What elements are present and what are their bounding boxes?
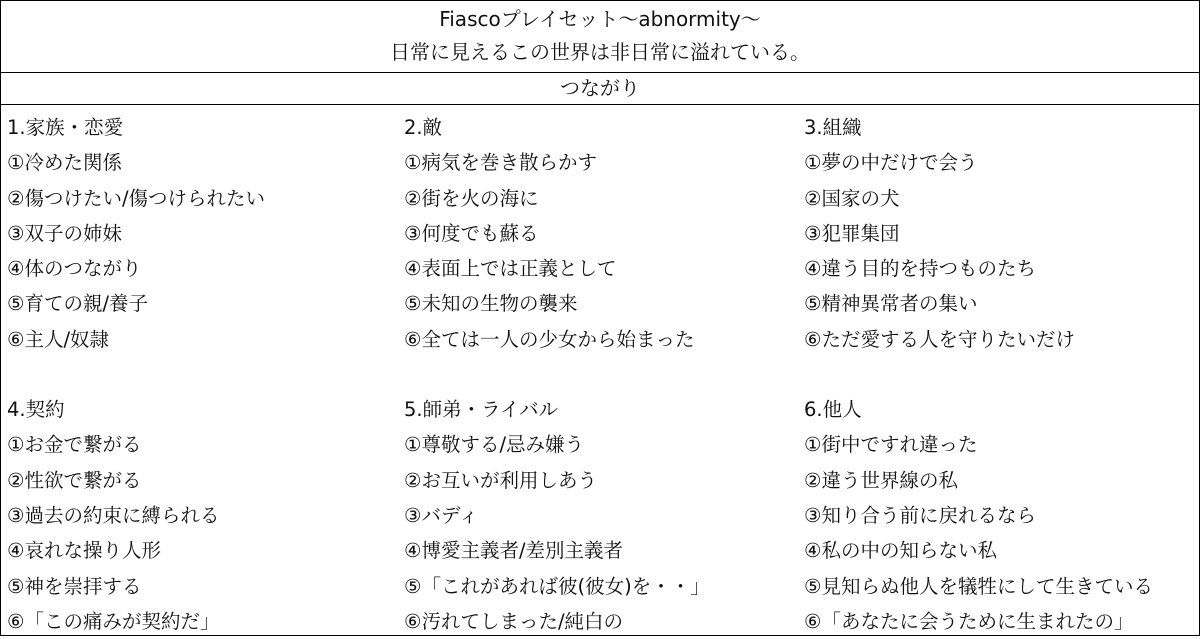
list-item: ②お互いが利用しあう <box>404 468 597 492</box>
list-item: ⑤神を崇拝する <box>7 574 142 598</box>
list-item: ⑥汚れてしまった/純白の <box>404 609 624 633</box>
playset-subtitle: 日常に見えるこの世界は非日常に溢れている。 <box>390 40 810 64</box>
category-group <box>404 392 799 639</box>
category-group <box>7 392 402 639</box>
title-block <box>1 1 1199 73</box>
category-group <box>804 110 1199 357</box>
category-heading: 3.組織 <box>804 116 862 139</box>
category-heading: 1.家族・恋愛 <box>7 116 124 139</box>
list-item: ②傷つけたい/傷つけられたい <box>7 186 266 210</box>
list-item: ③過去の約束に縛られる <box>7 503 220 527</box>
list-item: ③バディ <box>404 503 479 527</box>
category-group <box>7 110 402 357</box>
list-item: ⑥主人/奴隷 <box>7 327 110 351</box>
column-2 <box>404 110 799 639</box>
playset-title: Fiascoプレイセット～abnormity～ <box>439 7 761 31</box>
category-heading: 4.契約 <box>7 398 65 422</box>
list-item: ③犯罪集団 <box>804 221 900 245</box>
list-item: ⑤見知らぬ他人を犠牲にして生きている <box>804 574 1153 598</box>
list-item: ②違う世界線の私 <box>804 468 958 492</box>
list-item: ④哀れな操り人形 <box>7 539 161 563</box>
list-item: ⑤未知の生物の襲来 <box>404 292 578 316</box>
list-item: ①夢の中だけで会う <box>804 151 978 175</box>
list-item: ①病気を巻き散らかす <box>404 151 597 175</box>
category-group <box>404 110 799 357</box>
list-item: ④違う目的を持つものたち <box>804 257 1036 281</box>
list-item: ②国家の犬 <box>804 186 900 210</box>
list-item: ⑤精神異常者の集い <box>804 292 978 316</box>
category-heading: 5.師弟・ライバル <box>404 398 559 422</box>
list-item: ①尊敬する/忌み嫌う <box>404 433 585 457</box>
list-item: ⑥「あなたに会うために生まれたの」 <box>804 609 1134 633</box>
list-item: ①街中ですれ違った <box>804 433 978 457</box>
list-item: ⑥「この痛みが契約だ」 <box>7 609 220 633</box>
section-header: つながり <box>1 73 1199 105</box>
column-3 <box>804 110 1199 639</box>
list-item: ④博愛主義者/差別主義者 <box>404 539 624 563</box>
list-item: ⑥全ては一人の少女から始まった <box>404 327 695 351</box>
list-item: ①冷めた関係 <box>7 151 122 175</box>
list-item: ④私の中の知らない私 <box>804 539 997 563</box>
list-item: ④体のつながり <box>7 257 142 281</box>
list-item: ③知り合う前に戻れるなら <box>804 503 1036 527</box>
list-item: ②性欲で繋がる <box>7 468 142 492</box>
list-item: ②街を火の海に <box>404 186 539 210</box>
category-heading: 2.敵 <box>404 116 443 139</box>
list-item: ⑤育ての親/養子 <box>7 292 149 316</box>
column-1 <box>7 110 402 639</box>
list-item: ③双子の姉妹 <box>7 221 122 245</box>
list-item: ⑥ただ愛する人を守りたいだけ <box>804 327 1075 351</box>
list-item: ①お金で繋がる <box>7 433 142 457</box>
list-item: ③何度でも蘇る <box>404 221 539 245</box>
list-item: ④表面上では正義として <box>404 257 617 281</box>
category-group <box>804 392 1199 639</box>
category-heading: 6.他人 <box>804 398 862 422</box>
list-item: ⑤「これがあれば彼(彼女)を・・」 <box>404 574 710 598</box>
